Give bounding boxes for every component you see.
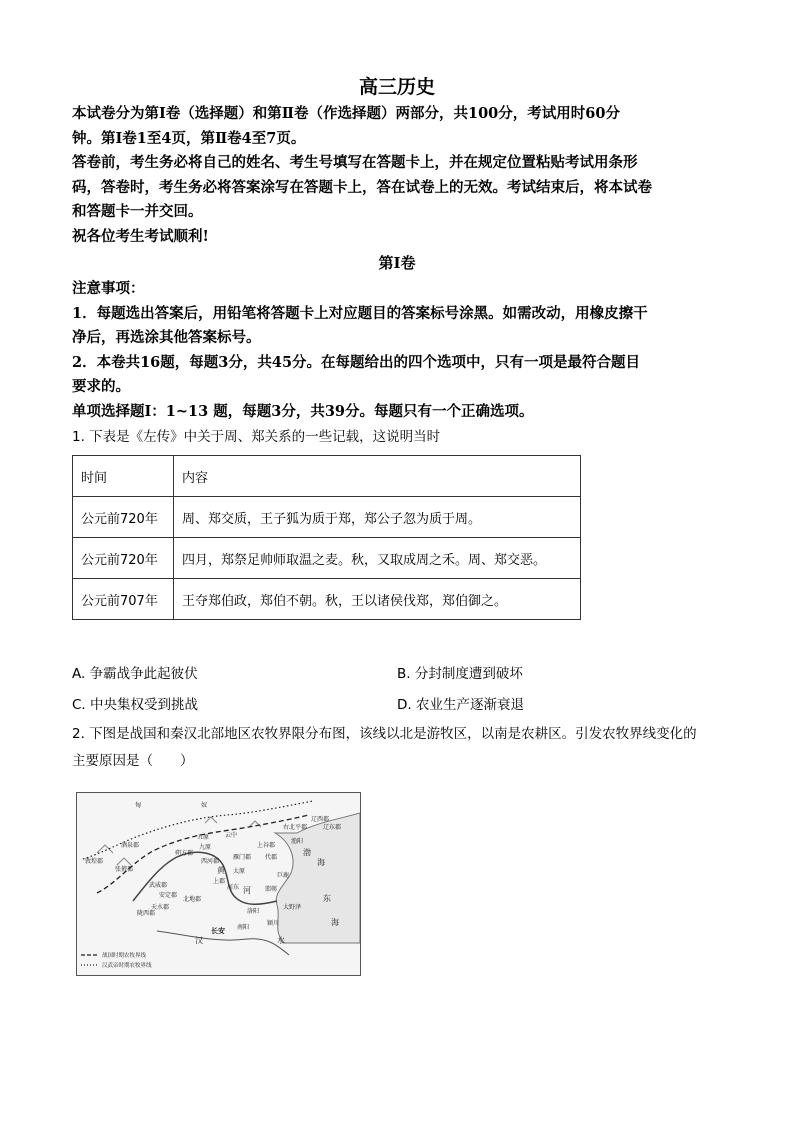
note-line: 要求的。 — [72, 378, 130, 395]
table-cell: 四月，郑祭足帅师取温之麦。秋，又取成周之禾。周、郑交恶。 — [174, 538, 581, 579]
option-c: C. 中央集权受到挑战 — [72, 697, 199, 713]
map-label: 大野泽 — [283, 904, 302, 911]
map-label: 敦煌郡 — [85, 858, 104, 865]
intro-line: 码，答卷时，考生务必将答案涂写在答题卡上，答在试卷上的无效。考试结束后，将本试卷 — [72, 178, 652, 196]
map-label: 长安 — [211, 927, 225, 935]
map-label: 安定郡 — [159, 892, 178, 899]
question-1-stem: 1. 下表是《左传》中关于周、郑关系的一些记载，这说明当时 — [72, 429, 441, 445]
map-label: 雁门郡 — [233, 854, 252, 861]
option-d: D. 农业生产逐渐衰退 — [397, 697, 524, 713]
map-label: 酒泉郡 — [121, 842, 140, 849]
table-header-row — [73, 456, 581, 497]
map-label: 九原 — [199, 844, 212, 851]
intro-line: 祝各位考生考试顺利! — [72, 227, 209, 245]
map-label: 辽东郡 — [323, 824, 342, 831]
legend-label: 汉武帝时期农牧界线 — [102, 963, 152, 969]
map-label: 代郡 — [265, 854, 278, 861]
single-choice-heading: 单项选择题Ⅰ：1~13 题，每题3分，共39分。每题只有一个正确选项。 — [72, 402, 534, 420]
section-title: 第Ⅰ卷 — [378, 254, 416, 272]
map-label: 颍川 — [267, 920, 280, 927]
map-water-label: 海 — [331, 918, 339, 927]
page-title: 高三历史 — [358, 76, 435, 98]
table-row — [73, 538, 581, 579]
records-table — [72, 455, 581, 620]
note-line: 1．每题选出答案后，用铅笔将答题卡上对应题目的答案标号涂黑。如需改动，用橡皮擦干 — [72, 304, 648, 322]
map-water-label: 东 — [323, 894, 331, 903]
table-cell: 公元前720年 — [73, 538, 174, 579]
map-label: 右北平郡 — [283, 824, 308, 831]
map-label: 匈 — [135, 802, 142, 809]
map-label: 上郡 — [213, 878, 226, 885]
option-a: A. 争霸战争此起彼伏 — [72, 666, 198, 682]
map-label: 渔阳 — [291, 838, 304, 845]
intro-line: 答卷前，考生务必将自己的姓名、考生号填写在答题卡上，并在规定位置粘贴考试用条形 — [72, 154, 638, 171]
exam-intro — [72, 102, 722, 249]
legend-label: 战国时期农牧界线 — [102, 953, 147, 959]
option-b: B. 分封制度遭到破坏 — [397, 666, 523, 682]
intro-line: 本试卷分为第Ⅰ卷（选择题）和第Ⅱ卷（作选择题）两部分，共100分，考试用时60分 — [72, 105, 620, 122]
question-2-stem — [72, 721, 732, 775]
map-label: 武威郡 — [149, 882, 168, 889]
map-water-label: 水 — [277, 936, 285, 945]
table-row — [73, 497, 581, 538]
map-water-label: 渤 — [303, 848, 311, 857]
table-row — [73, 579, 581, 620]
notes-block — [72, 277, 722, 424]
map-water-label: 汉 — [195, 936, 203, 945]
map-label: 陇西郡 — [137, 910, 156, 917]
map-label: 上谷郡 — [257, 842, 276, 849]
map-label: 巨鹿 — [277, 872, 290, 879]
intro-line: 钟。第Ⅰ卷1至4页，第Ⅱ卷4至7页。 — [72, 129, 306, 147]
map-water-label: 河 — [243, 886, 251, 895]
note-line: 2．本卷共16题，每题3分，共45分。在每题给出的四个选项中，只有一项是最符合题目 — [72, 353, 641, 371]
table-cell: 周、郑交质，王子狐为质于郑，郑公子忽为质于周。 — [174, 497, 581, 538]
map-water-label: 黄 — [217, 866, 225, 875]
table-cell: 公元前707年 — [73, 579, 174, 620]
map-label: 北地郡 — [183, 896, 202, 903]
map-label: 张掖郡 — [115, 866, 134, 873]
question-2-line: 主要原因是（ ） — [72, 753, 194, 769]
note-line: 净后，再选涂其他答案标号。 — [72, 329, 261, 346]
table-header-cell: 内容 — [174, 456, 581, 497]
map-label: 辽西郡 — [311, 816, 330, 823]
table-cell: 王夺郑伯政，郑伯不朝。秋，王以诸侯伐郑，郑伯御之。 — [174, 579, 581, 620]
map-water-label: 海 — [317, 858, 325, 867]
map-label: 天水郡 — [151, 904, 170, 911]
map-label: 西河郡 — [201, 858, 220, 865]
farming-pastoral-boundary-map — [76, 792, 361, 976]
map-label: 洛阳 — [247, 908, 260, 915]
map-label: 南阳 — [237, 924, 250, 931]
map-label: 奴 — [201, 802, 208, 809]
map-label: 五原 — [197, 834, 210, 841]
map-label: 太原 — [233, 868, 246, 875]
map-label: 邯郸 — [265, 886, 278, 893]
notes-heading: 注意事项： — [72, 280, 145, 297]
table-cell: 公元前720年 — [73, 497, 174, 538]
map-label: 朔方郡 — [175, 850, 194, 857]
table-header-cell: 时间 — [73, 456, 174, 497]
question-2-line: 2. 下图是战国和秦汉北部地区农牧界限分布图，该线以北是游牧区，以南是农耕区。引发农牧界线变化的 — [72, 726, 697, 742]
intro-line: 和答题卡一并交回。 — [72, 203, 203, 220]
map-label: 河东 — [227, 884, 240, 891]
map-label: 云中 — [225, 832, 238, 839]
